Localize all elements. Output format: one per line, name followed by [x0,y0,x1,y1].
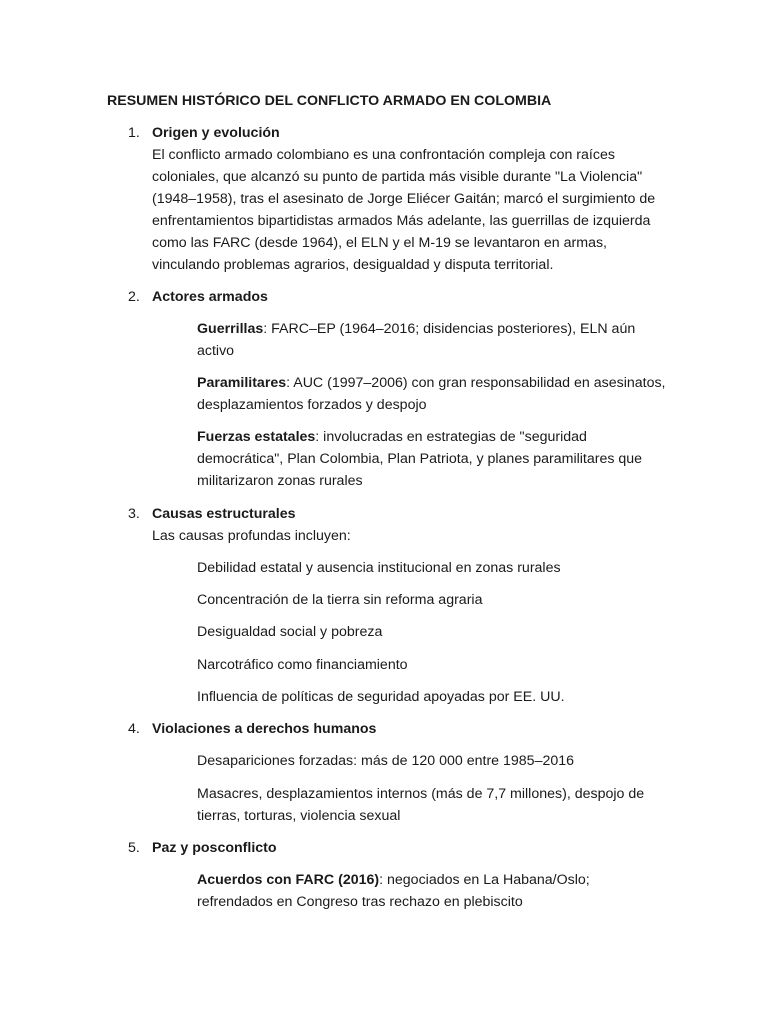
list-item: Narcotráfico como financiamiento [197,657,408,673]
item-term: Guerrillas [197,321,264,337]
item-term: Fuerzas estatales [197,429,316,445]
section-paragraph: Las causas profundas incluyen: [152,528,351,544]
list-item [197,869,667,913]
item-term: Paramilitares [197,375,287,391]
item-text: : FARC–EP (1964–2016; disidencias posteriores), ELN aún activo [197,321,636,359]
list-item: Desigualdad social y pobreza [197,624,383,640]
document-title: RESUMEN HISTÓRICO DEL CONFLICTO ARMADO EN COLOMBIA [107,93,552,109]
list-item: Concentración de la tierra sin reforma agraria [197,592,483,608]
section-number: 3. [128,506,140,522]
section-heading: Actores armados [152,289,268,305]
section-heading: Origen y evolución [152,125,280,141]
section-paragraph: El conflicto armado colombiano es una confrontación compleja con raíces coloniales, que alcanzó su punto de partida más visible durante "La Violencia" (1948–1958), tras el asesinato de Jorge Eliécer Gaitán; marcó el surgimiento de enfrentamientos bipartidistas armados Más adelante, las guerrillas de izquierda como las FARC (desde 1964), el ELN y el M-19 se levantaron en armas, vinculando problemas agrarios, desigualdad y disputa territorial. [152,147,656,273]
section-heading: Violaciones a derechos humanos [152,721,377,737]
section-number: 4. [128,721,140,737]
item-text: : AUC (1997–2006) con gran responsabilidad en asesinatos, desplazamientos forzados y despojo [197,375,666,413]
section-number: 1. [128,125,140,141]
list-item [197,318,667,362]
item-term: Acuerdos con FARC (2016) [197,872,380,888]
section-number: 5. [128,840,140,856]
list-item: Influencia de políticas de seguridad apoyadas por EE. UU. [197,689,565,705]
item-text: : involucradas en estrategias de "seguridad democrática", Plan Colombia, Plan Patriota, y planes paramilitares que militarizaron zonas rurales [197,429,643,489]
list-item: Desapariciones forzadas: más de 120 000 entre 1985–2016 [197,753,575,769]
list-item [197,426,667,492]
section-heading: Causas estructurales [152,506,296,522]
list-item: Debilidad estatal y ausencia institucional en zonas rurales [197,560,561,576]
section-heading: Paz y posconflicto [152,840,277,856]
list-item [197,372,667,416]
list-item: Masacres, desplazamientos internos (más de 7,7 millones), despojo de tierras, torturas, violencia sexual [197,786,645,824]
item-text: : negociados en La Habana/Oslo; refrendados en Congreso tras rechazo en plebiscito [197,872,590,910]
section-number: 2. [128,289,140,305]
